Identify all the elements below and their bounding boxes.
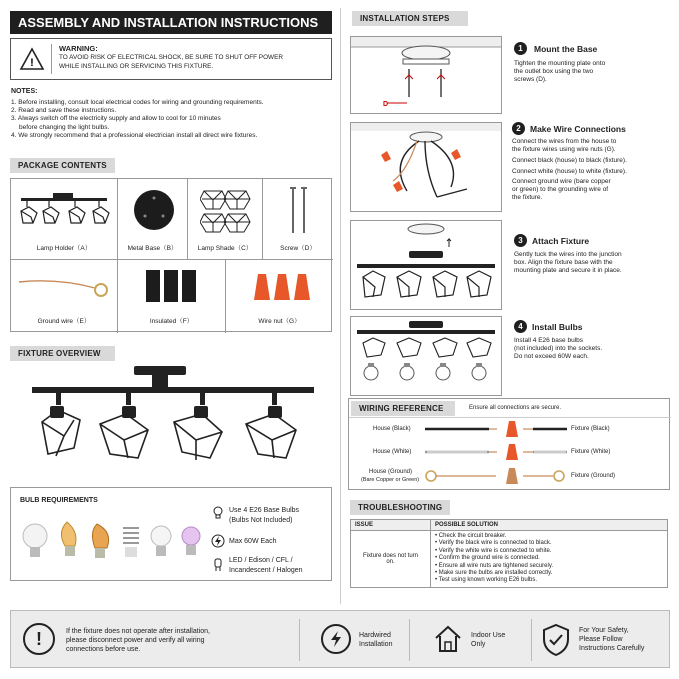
footer-line: please disconnect power and verify all wiring (66, 637, 205, 644)
lightning-icon (211, 534, 225, 548)
package-item-ground-wire (11, 260, 118, 333)
step-bullet: Connect black (house) to black (fixture). (512, 157, 627, 165)
bulb-req-3: LED / Edison / CFL / (229, 557, 293, 564)
bulb-requirements-title: BULB REQUIREMENTS (20, 497, 98, 504)
package-label-g: Wire nut（G） (258, 318, 301, 325)
warning-box (10, 38, 332, 80)
shield-check-icon (541, 623, 571, 657)
note-item: 3. Always switch off the electricity supply and allow to cool for 10 minutes (11, 115, 221, 123)
footer-bar (10, 610, 670, 668)
bulb-requirements-box (10, 487, 332, 581)
note-item: 4. We strongly recommend that a professional electrician install all direct wire fixtures. (11, 131, 258, 139)
col-solution: POSSIBLE SOLUTION (431, 520, 668, 531)
step-4-text (514, 337, 674, 362)
wiring-reference-box (348, 398, 670, 490)
wire-black-diagram (421, 419, 569, 439)
package-item-lamp-shade (188, 179, 263, 260)
step-bullet: Connect ground wire (bare copper (512, 177, 611, 185)
step-4-number: 4 (514, 320, 527, 333)
lamp-holder-image (15, 187, 113, 237)
step-bullet: or green) to the grounding wire of (512, 186, 609, 194)
step-3-text (514, 251, 674, 276)
issue-cell: Fixture does not turn on. (351, 531, 431, 588)
step-text-line: Gently tuck the wires into the junction (514, 251, 622, 258)
installation-steps-heading: INSTALLATION STEPS (352, 11, 468, 26)
wiring-reference-heading: WIRING REFERENCE (351, 401, 455, 416)
wiring-left-ground: House (Ground) (369, 469, 413, 475)
package-label-a: Lamp Holder（A） (36, 245, 92, 252)
solution-item: • Make sure the bulbs are installed correctly. (435, 570, 663, 577)
package-label-d: Screw（D） (280, 245, 316, 252)
solution-item: • Confirm the ground wire is connected. (435, 555, 663, 562)
warning-line2: WHILE INSTALLING OR SERVICING THIS FIXTURE. (59, 63, 214, 70)
troubleshooting-heading: TROUBLESHOOTING (350, 500, 450, 515)
svg-text:!: ! (30, 57, 34, 69)
package-label-c: Lamp Shade（C） (197, 245, 253, 252)
fixture-overview-heading: FIXTURE OVERVIEW (10, 346, 115, 361)
notes-title: NOTES: (11, 88, 38, 95)
step-text-line: the outlet box using the two (514, 68, 594, 76)
note-item: 1. Before installing, consult local electrical codes for wiring and grounding requirements. (11, 99, 264, 106)
step-2-text (512, 138, 677, 202)
step-text-line: the fixture wires using wire nuts (G). (512, 146, 616, 154)
footer-line: connections before use. (66, 646, 141, 653)
solution-item: • Ensure all wire nuts are tightened securely. (435, 563, 663, 570)
hardwired-line2: Installation (359, 641, 393, 648)
package-label-f: Insulated（F） (149, 318, 194, 325)
alert-icon: ! (23, 623, 55, 655)
step-text-line: Do not exceed 60W each. (514, 353, 589, 361)
package-item-metal-base (118, 179, 188, 260)
wiring-right-ground: Fixture (Ground) (571, 473, 616, 479)
safety-line1: For Your Safety, (579, 627, 629, 634)
footer-line: If the fixture does not operate after installation, (66, 628, 210, 635)
warning-icon (19, 47, 45, 71)
wiring-left-black: House (Black) (373, 426, 411, 432)
wiring-right-white: Fixture (White) (571, 449, 611, 455)
wiring-left-ground-note: (Bare Copper or Green) (361, 477, 420, 483)
package-item-insulated (118, 260, 226, 333)
package-item-screw (263, 179, 333, 260)
solution-item: • Verify the white wire is connected to white. (435, 548, 663, 555)
bulb-req-3b: Incandescent / Halogen (229, 567, 303, 574)
package-item-lamp-holder (11, 179, 118, 260)
bulb-req-1: Use 4 E26 Base Bulbs (229, 507, 300, 514)
ground-wire-image (17, 274, 113, 300)
bulb-req-2: Max 60W Each (229, 538, 277, 545)
package-item-wire-nut (226, 260, 333, 333)
bulb-req-1b: (Bulbs Not Included) (229, 517, 293, 524)
package-contents-grid (10, 178, 332, 332)
solution-cell (431, 531, 668, 588)
notes-list (11, 99, 331, 140)
step-3-image (350, 220, 502, 310)
step-4-image (350, 316, 502, 396)
step-text-line: Install 4 E26 base bulbs (514, 337, 584, 344)
solution-item: • Test using known working E26 bulbs. (435, 577, 663, 584)
troubleshooting-table (350, 519, 668, 588)
hardwired-line1: Hardwired (359, 632, 391, 639)
warning-line1: TO AVOID RISK OF ELECTRICAL SHOCK, BE SURE TO SHUT OFF POWER (59, 54, 283, 61)
wiring-right-black: Fixture (Black) (571, 426, 610, 432)
screw-d-label: D (383, 101, 389, 108)
step-1-image (350, 36, 502, 114)
package-contents-heading: PACKAGE CONTENTS (10, 158, 115, 173)
wire-nut-image (248, 270, 312, 304)
step-1-title: Mount the Base (534, 44, 598, 54)
metal-base-image (133, 189, 175, 231)
solution-item: • Check the circuit breaker. (435, 533, 663, 540)
warning-title: WARNING: (59, 44, 98, 53)
step-text-line: screws (D). (514, 76, 547, 84)
hardwired-label (359, 631, 392, 649)
step-2-title: Make Wire Connections (530, 124, 626, 134)
screw-image (287, 185, 311, 237)
step-text-line: box. Align the fixture base with the (514, 259, 613, 267)
step-3-title: Attach Fixture (532, 236, 590, 246)
page-title: ASSEMBLY AND INSTALLATION INSTRUCTIONS (10, 11, 332, 34)
indoor-line2: Only (471, 641, 486, 648)
step-4-title: Install Bulbs (532, 322, 583, 332)
package-label-b: Metal Base（B） (127, 245, 178, 252)
bulb-types-image (19, 520, 205, 568)
safety-label (579, 626, 644, 653)
lightning-icon (321, 624, 351, 654)
step-text-line: mounting plate and secure it in place. (514, 267, 622, 275)
wiring-left-white: House (White) (373, 449, 412, 455)
led-icon (211, 558, 225, 572)
col-issue: ISSUE (351, 520, 431, 531)
house-icon (432, 623, 464, 655)
step-text-line: (not included) into the sockets. (514, 345, 603, 353)
step-text-line: Tighten the mounting plate onto (514, 60, 606, 67)
safety-line2: Please Follow (579, 636, 623, 643)
wire-ground-diagram (421, 466, 569, 486)
insulated-tape-image (144, 268, 200, 304)
indoor-line1: Indoor Use (471, 632, 506, 639)
wiring-note: Ensure all connections are secure. (469, 405, 562, 411)
safety-line3: Instructions Carefully (579, 645, 645, 652)
step-2-number: 2 (512, 122, 525, 135)
step-text-line: Connect the wires from the house to (512, 138, 617, 145)
fixture-overview-image (28, 362, 318, 474)
step-1-number: 1 (514, 42, 527, 55)
package-label-e: Ground wire（E） (37, 318, 91, 325)
step-3-number: 3 (514, 234, 527, 247)
note-item: before changing the light bulbs. (19, 123, 110, 131)
step-bullet: Connect white (house) to white (fixture). (512, 167, 627, 175)
bulb-icon (211, 506, 225, 520)
lamp-shade-image (200, 187, 252, 237)
indoor-label (471, 631, 505, 649)
footer-message (66, 627, 210, 654)
step-bullet: the fixture. (512, 194, 543, 202)
step-1-text (514, 60, 664, 85)
note-item: 2. Read and save these instructions. (11, 107, 117, 115)
wire-white-diagram (421, 442, 569, 462)
solution-item: • Verify the black wire is connected to black. (435, 540, 663, 547)
step-2-image (350, 122, 502, 212)
